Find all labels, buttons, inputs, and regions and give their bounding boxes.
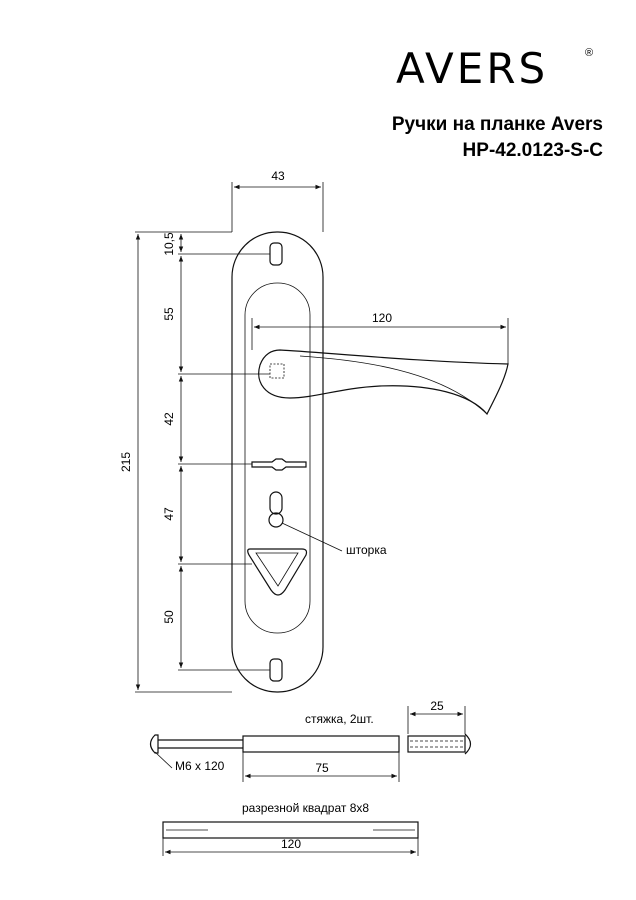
bottom-screw-slot (270, 659, 282, 681)
lower-triangle-cutout (248, 549, 307, 595)
tie-rod-body (243, 736, 399, 752)
dim-55-label: 55 (162, 307, 176, 321)
dim-sleeve-length-label: 25 (430, 699, 444, 713)
dim-42-label: 42 (162, 412, 176, 426)
dim-vertical-chain (119, 232, 270, 692)
dim-plate-width-label: 43 (271, 169, 285, 183)
tie-label: стяжка, 2шт. (305, 712, 374, 726)
lever-outline (259, 350, 508, 414)
dim-rod-length-label: 75 (315, 761, 329, 775)
shutter-callout (282, 523, 387, 557)
square-label: разрезной квадрат 8х8 (242, 801, 370, 815)
lever-ridge (300, 356, 487, 414)
dim-square-length-label: 120 (280, 837, 302, 851)
screw-head (151, 735, 159, 753)
tie-rod-assembly (151, 699, 471, 782)
handle-plate (232, 232, 323, 692)
registered-mark: ® (585, 47, 594, 59)
shutter-circle (269, 513, 283, 527)
split-square (163, 801, 418, 856)
screw-label: М6 х 120 (175, 759, 225, 773)
top-screw-slot (270, 243, 282, 265)
tie-sleeve (408, 736, 465, 752)
product-title: Ручки на планке Avers (391, 114, 603, 135)
square-spindle-hole (270, 364, 284, 378)
logo-text: AVERS (396, 44, 549, 93)
lever-handle (259, 350, 508, 414)
dim-handle-length-label: 120 (371, 311, 393, 325)
avers-logo (396, 44, 593, 93)
latch-slot (252, 459, 306, 470)
plate-outline (232, 232, 323, 692)
cylinder-hole (270, 492, 282, 514)
dim-47-label: 47 (162, 507, 176, 521)
dim-top-offset-label: 10,5 (162, 232, 176, 256)
dim-50-label: 50 (162, 610, 176, 624)
dim-total-height-label: 215 (119, 451, 133, 473)
plate-inner-outline (245, 283, 310, 633)
dim-handle-length (252, 311, 508, 364)
sleeve-head (465, 734, 471, 754)
product-model: HP-42.0123-S-C (462, 140, 603, 161)
dim-plate-width (232, 169, 323, 232)
shutter-label: шторка (346, 543, 387, 557)
triangle-inner (256, 553, 298, 586)
